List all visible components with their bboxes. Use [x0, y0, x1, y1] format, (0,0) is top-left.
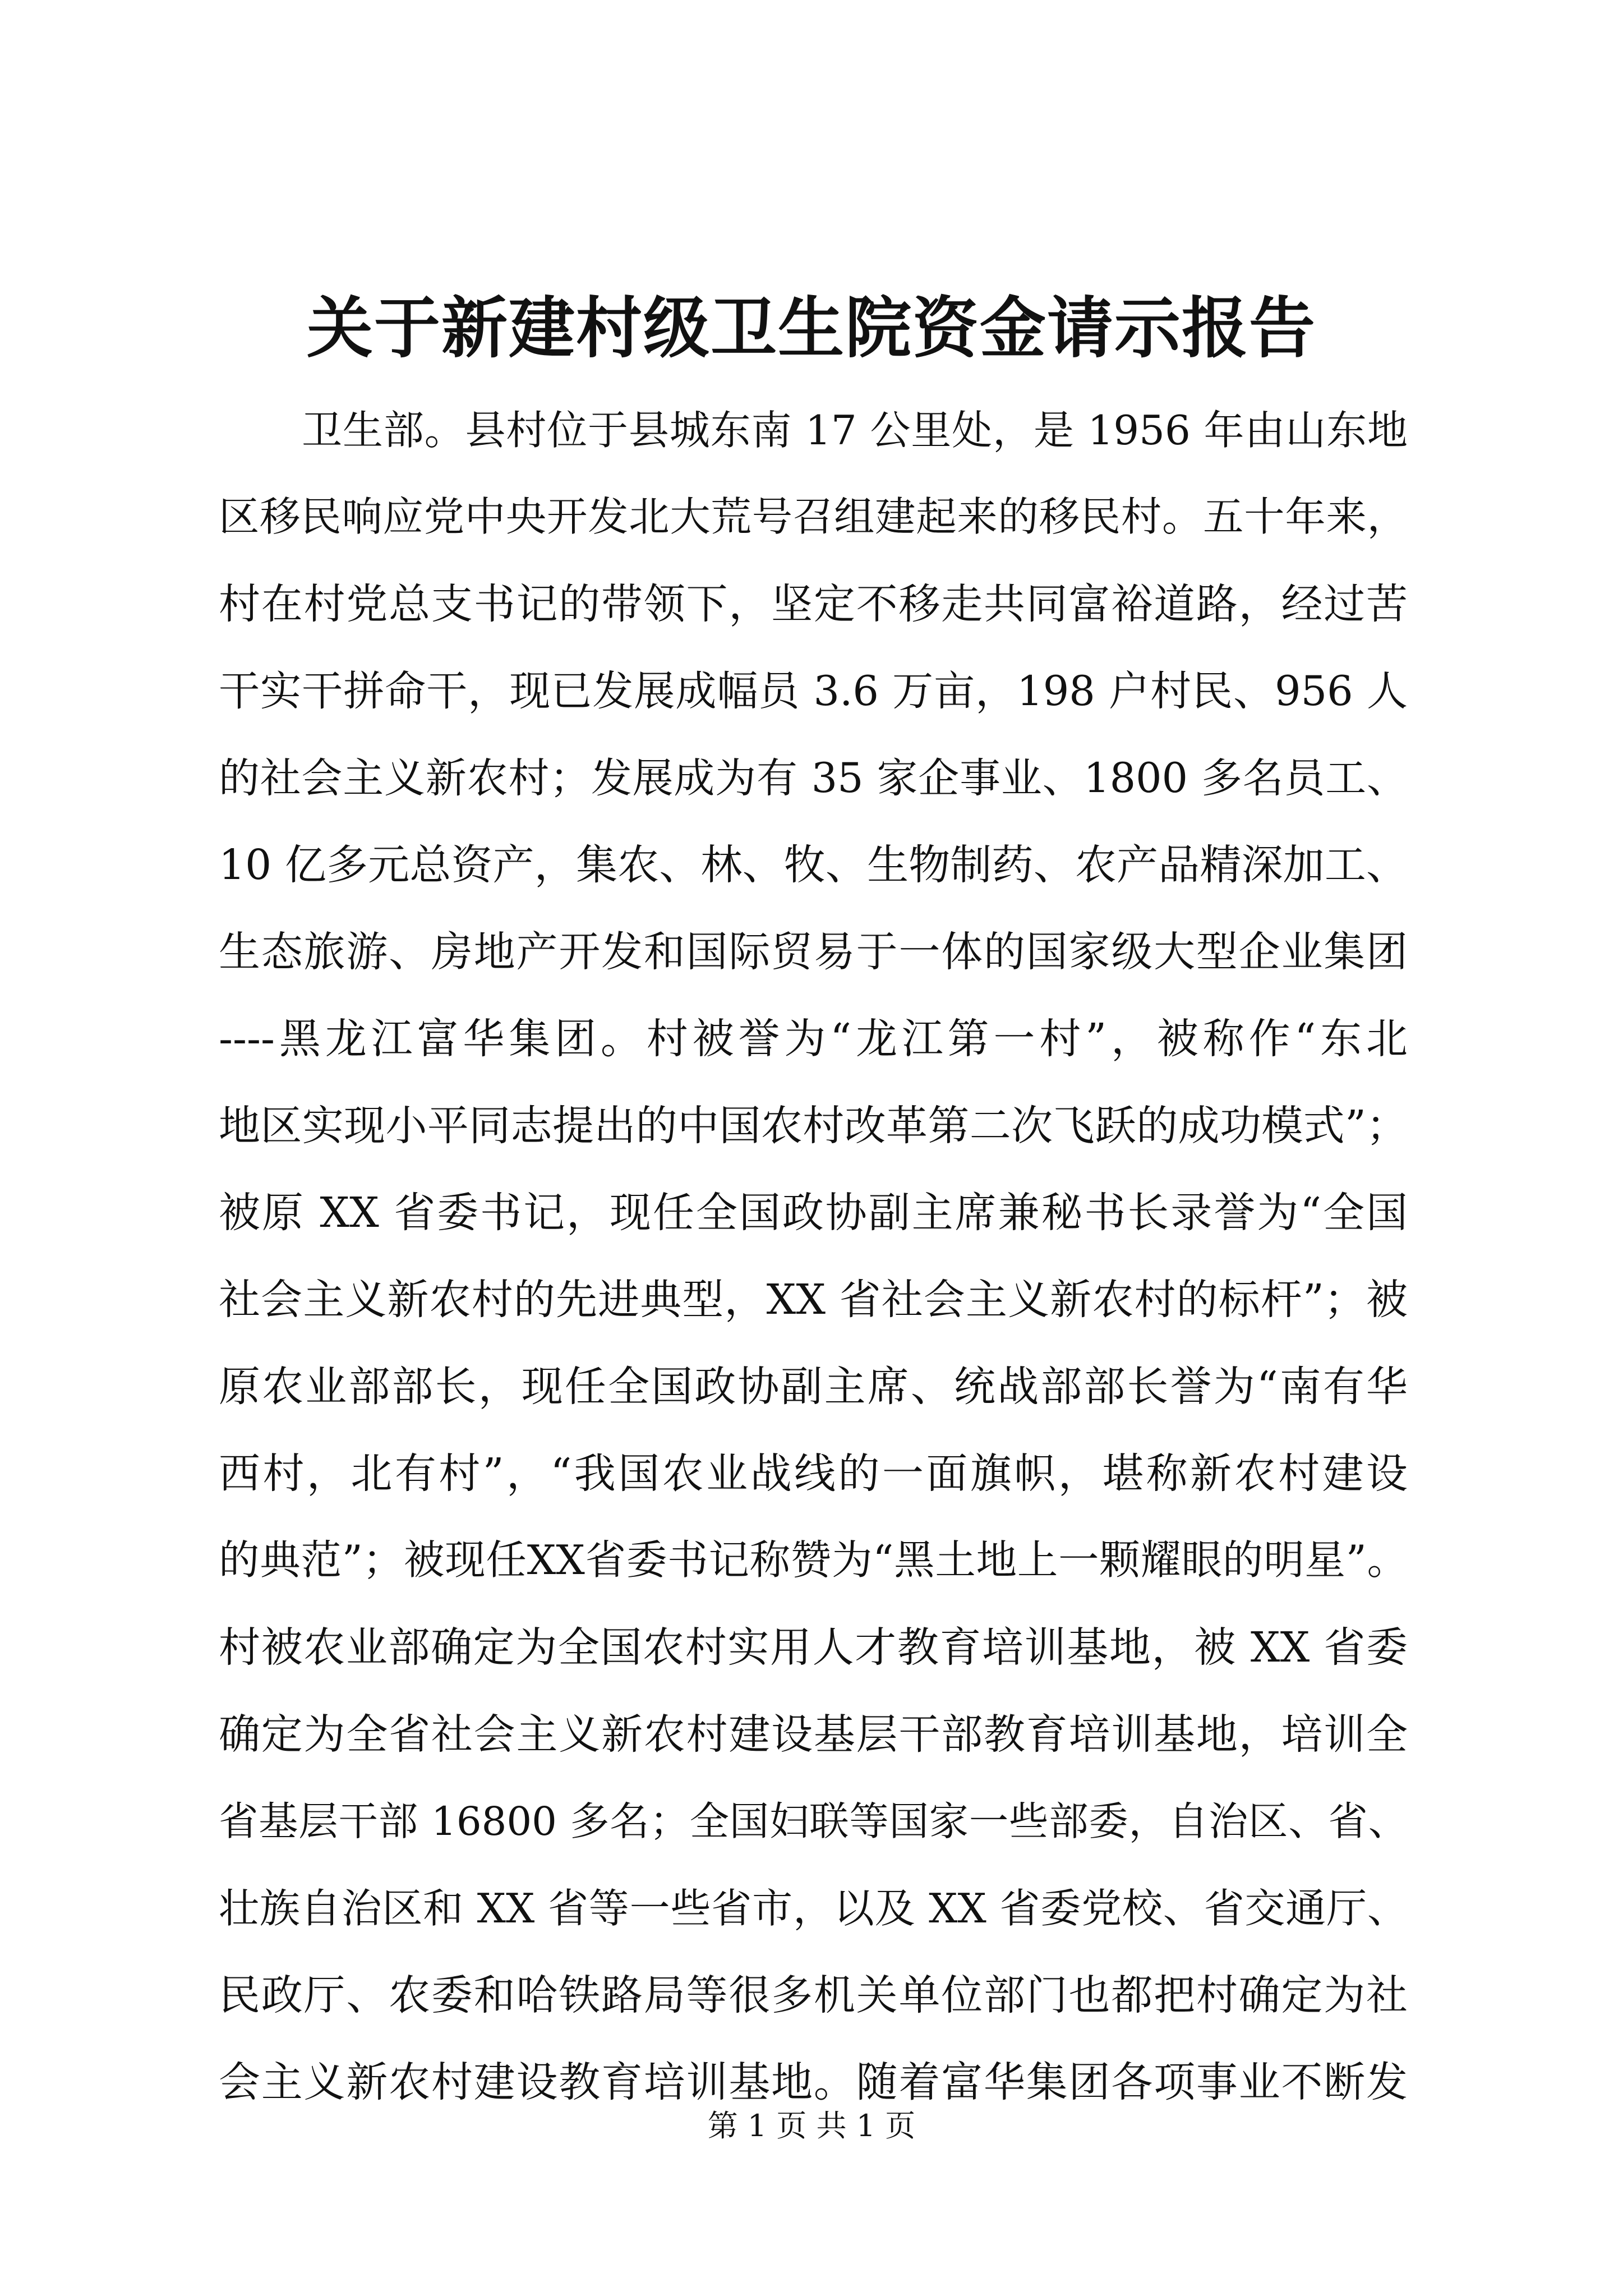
text-line: 省基层干部 16800 多名；全国妇联等国家一些部委，自治区、省、	[219, 1798, 1408, 1844]
text-line: 西村，北有村”，“我国农业战线的一面旗帜，堪称新农村建设	[219, 1450, 1408, 1498]
text-line: 10 亿多元总资产，集农、林、牧、生物制药、农产品精深加工、	[219, 841, 1408, 889]
text-line: 确定为全省社会主义新农村建设基层干部教育培训基地，培训全	[219, 1710, 1408, 1759]
page-number-label: 第 1 页 共 1 页	[707, 2108, 916, 2143]
text-line: 地区实现小平同志提出的中国农村改革第二次飞跃的成功模式”；	[219, 1102, 1408, 1150]
text-line: 民政厅、农委和哈铁路局等很多机关单位部门也都把村确定为社	[219, 1971, 1408, 2019]
text-line: 的典范”；被现任XX省委书记称赞为“黑土地上一颗耀眼的明星”。	[219, 1537, 1408, 1584]
page-footer	[0, 2106, 1623, 2146]
document-title: 关于新建村级卫生院资金请示报告	[306, 289, 1316, 367]
text-line: 被原 XX 省委书记，现任全国政协副主席兼秘书长录誉为“全国	[219, 1189, 1408, 1237]
text-line: 生态旅游、房地产开发和国际贸易于一体的国家级大型企业集团	[219, 928, 1408, 976]
text-line: 区移民响应党中央开发北大荒号召组建起来的移民村。五十年来，	[219, 494, 1408, 541]
body-paragraph	[219, 387, 1408, 2126]
text-line: 会主义新农村建设教育培训基地。随着富华集团各项事业不断发	[219, 2058, 1408, 2106]
text-line: 村被农业部确定为全国农村实用人才教育培训基地，被 XX 省委	[219, 1623, 1408, 1672]
text-line: 干实干拼命干，现已发展成幅员 3.6 万亩，198 户村民、956 人	[219, 668, 1408, 715]
text-line: 卫生部。县村位于县城东南 17 公里处，是 1956 年由山东地	[302, 407, 1408, 454]
text-line: ----黑龙江富华集团。村被誉为“龙江第一村”，被称作“东北	[219, 1015, 1408, 1063]
text-line: 社会主义新农村的先进典型，XX 省社会主义新农村的标杆”；被	[219, 1276, 1408, 1324]
text-line: 的社会主义新农村；发展成为有 35 家企事业、1800 多名员工、	[219, 754, 1408, 802]
text-line: 原农业部部长，现任全国政协副主席、统战部部长誉为“南有华	[219, 1363, 1408, 1411]
text-line: 村在村党总支书记的带领下，坚定不移走共同富裕道路，经过苦	[219, 580, 1408, 628]
text-line: 壮族自治区和 XX 省等一些省市，以及 XX 省委党校、省交通厅、	[219, 1885, 1408, 1932]
